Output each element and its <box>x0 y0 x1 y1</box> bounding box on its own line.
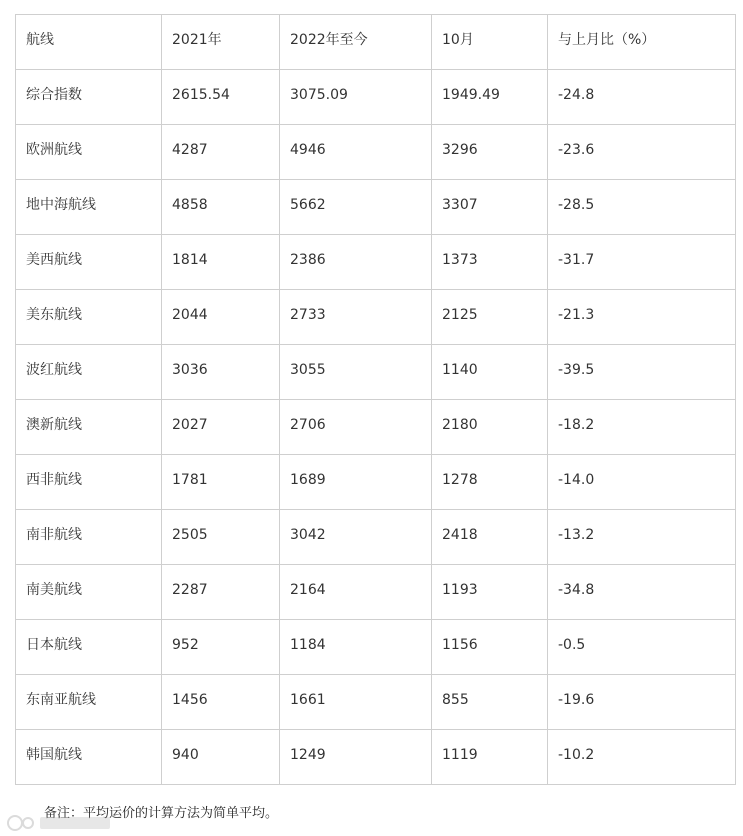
cell-month-over-month: -14.0 <box>548 455 736 510</box>
cell-month-over-month: -19.6 <box>548 675 736 730</box>
cell-month-over-month: -34.8 <box>548 565 736 620</box>
cell-month-over-month: -10.2 <box>548 730 736 785</box>
table-row <box>16 510 736 565</box>
cell-route: 南非航线 <box>16 510 162 565</box>
cell-month-over-month: -18.2 <box>548 400 736 455</box>
cell-route: 地中海航线 <box>16 180 162 235</box>
cell-route: 美西航线 <box>16 235 162 290</box>
cell-month-over-month: -13.2 <box>548 510 736 565</box>
table-row <box>16 290 736 345</box>
table-row <box>16 125 736 180</box>
table-row <box>16 565 736 620</box>
cell-value-2022-to-date: 4946 <box>280 125 432 180</box>
cell-route: 东南亚航线 <box>16 675 162 730</box>
cell-value-2021: 940 <box>162 730 280 785</box>
cell-value-october: 2418 <box>432 510 548 565</box>
cell-value-2022-to-date: 1661 <box>280 675 432 730</box>
cell-value-october: 1156 <box>432 620 548 675</box>
cell-value-2022-to-date: 5662 <box>280 180 432 235</box>
cell-value-october: 2180 <box>432 400 548 455</box>
cell-value-2021: 2505 <box>162 510 280 565</box>
cell-value-2022-to-date: 1249 <box>280 730 432 785</box>
cell-month-over-month: -23.6 <box>548 125 736 180</box>
cell-value-october: 1119 <box>432 730 548 785</box>
cell-value-october: 2125 <box>432 290 548 345</box>
table-row <box>16 455 736 510</box>
cell-value-2022-to-date: 1689 <box>280 455 432 510</box>
cell-route: 美东航线 <box>16 290 162 345</box>
cell-value-2021: 3036 <box>162 345 280 400</box>
table-row <box>16 70 736 125</box>
cell-route: 波红航线 <box>16 345 162 400</box>
cell-value-october: 1373 <box>432 235 548 290</box>
cell-route: 韩国航线 <box>16 730 162 785</box>
cell-value-2021: 1781 <box>162 455 280 510</box>
cell-value-2022-to-date: 3042 <box>280 510 432 565</box>
cell-value-2022-to-date: 1184 <box>280 620 432 675</box>
cell-value-2022-to-date: 2164 <box>280 565 432 620</box>
cell-value-2021: 1456 <box>162 675 280 730</box>
cell-value-2021: 4287 <box>162 125 280 180</box>
cell-value-2021: 1814 <box>162 235 280 290</box>
header-route: 航线 <box>16 15 162 70</box>
freight-rate-table <box>15 14 736 785</box>
table-row <box>16 620 736 675</box>
cell-value-october: 1193 <box>432 565 548 620</box>
table-row <box>16 400 736 455</box>
cell-value-2021: 952 <box>162 620 280 675</box>
cell-value-october: 1278 <box>432 455 548 510</box>
cell-month-over-month: -0.5 <box>548 620 736 675</box>
table-row <box>16 730 736 785</box>
cell-month-over-month: -24.8 <box>548 70 736 125</box>
header-month-over-month: 与上月比（%） <box>548 15 736 70</box>
cell-value-2022-to-date: 3055 <box>280 345 432 400</box>
watermark-logo-icon <box>6 813 116 833</box>
cell-month-over-month: -28.5 <box>548 180 736 235</box>
cell-route: 南美航线 <box>16 565 162 620</box>
cell-route: 西非航线 <box>16 455 162 510</box>
cell-route: 澳新航线 <box>16 400 162 455</box>
table-row <box>16 345 736 400</box>
cell-value-2022-to-date: 2733 <box>280 290 432 345</box>
cell-route: 日本航线 <box>16 620 162 675</box>
table-row <box>16 180 736 235</box>
cell-value-october: 1140 <box>432 345 548 400</box>
header-2021: 2021年 <box>162 15 280 70</box>
cell-value-october: 1949.49 <box>432 70 548 125</box>
table-header-row <box>16 15 736 70</box>
cell-value-2021: 2027 <box>162 400 280 455</box>
cell-value-october: 3296 <box>432 125 548 180</box>
cell-value-2022-to-date: 3075.09 <box>280 70 432 125</box>
table-body <box>16 15 736 785</box>
cell-route: 综合指数 <box>16 70 162 125</box>
table-row <box>16 675 736 730</box>
cell-value-2021: 2287 <box>162 565 280 620</box>
table-row <box>16 235 736 290</box>
cell-value-2022-to-date: 2706 <box>280 400 432 455</box>
cell-value-2021: 2615.54 <box>162 70 280 125</box>
cell-value-october: 3307 <box>432 180 548 235</box>
freight-rate-table-container <box>15 14 735 785</box>
cell-month-over-month: -21.3 <box>548 290 736 345</box>
cell-value-2021: 4858 <box>162 180 280 235</box>
cell-route: 欧洲航线 <box>16 125 162 180</box>
header-october: 10月 <box>432 15 548 70</box>
cell-month-over-month: -39.5 <box>548 345 736 400</box>
cell-value-october: 855 <box>432 675 548 730</box>
cell-value-2022-to-date: 2386 <box>280 235 432 290</box>
cell-month-over-month: -31.7 <box>548 235 736 290</box>
table-footnote: 备注：平均运价的计算方法为简单平均。 <box>44 806 279 821</box>
header-2022-to-date: 2022年至今 <box>280 15 432 70</box>
cell-value-2021: 2044 <box>162 290 280 345</box>
